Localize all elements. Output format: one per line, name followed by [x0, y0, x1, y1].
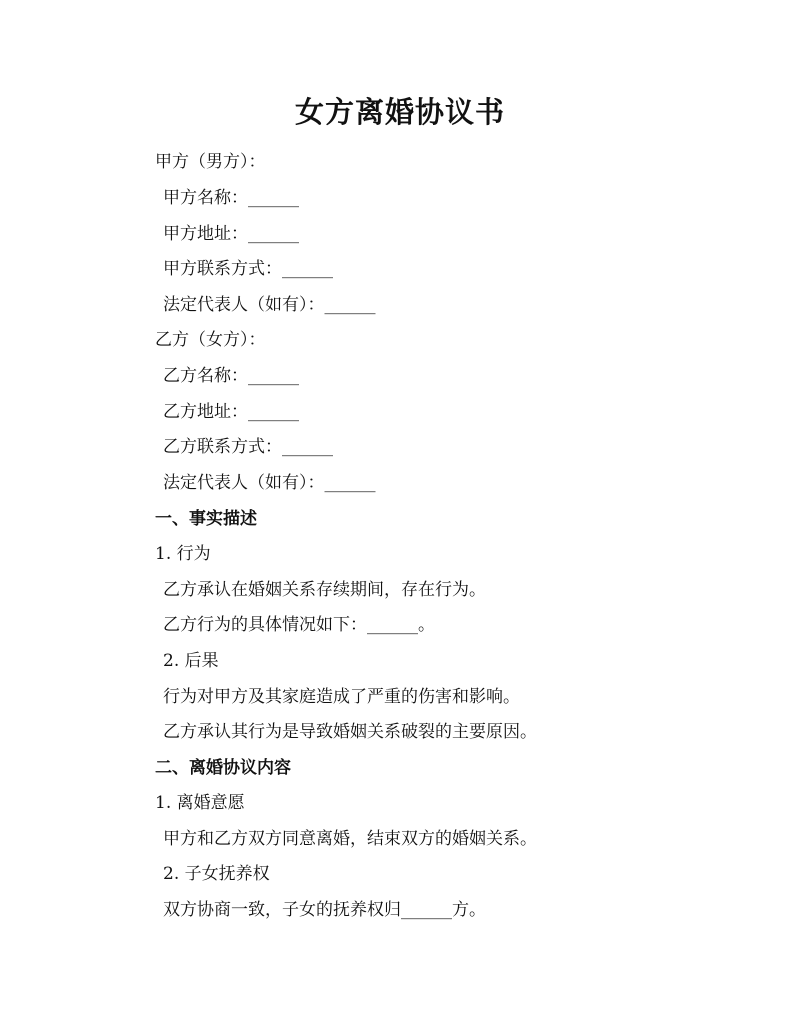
section1-item1-paragraph1: 乙方承认在婚姻关系存续期间，存在行为。 — [163, 580, 486, 600]
document-title: 女方离婚协议书 — [294, 95, 505, 129]
section2-item1-title: 1. 离婚意愿 — [155, 793, 245, 813]
section1-item2-title: 2. 后果 — [163, 651, 219, 671]
party-b-contact: 乙方联系方式：______ — [163, 437, 333, 457]
section2-heading: 二、离婚协议内容 — [155, 758, 291, 778]
party-a-header: 甲方（男方）： — [155, 152, 266, 172]
section1-item2-paragraph1: 行为对甲方及其家庭造成了严重的伤害和影响。 — [163, 687, 520, 707]
party-a-name: 甲方名称：______ — [163, 188, 299, 208]
section2-item2-title: 2. 子女抚养权 — [163, 864, 270, 884]
section1-heading: 一、事实描述 — [155, 509, 257, 529]
party-a-address: 甲方地址：______ — [163, 224, 299, 244]
section1-item1-title: 1. 行为 — [155, 544, 211, 564]
party-a-contact: 甲方联系方式：______ — [163, 259, 333, 279]
party-b-address: 乙方地址：______ — [163, 402, 299, 422]
section1-item2-paragraph2: 乙方承认其行为是导致婚姻关系破裂的主要原因。 — [163, 722, 537, 742]
party-b-name: 乙方名称：______ — [163, 366, 299, 386]
party-b-representative: 法定代表人（如有）：______ — [163, 473, 376, 493]
party-b-header: 乙方（女方）： — [155, 330, 266, 350]
section2-item1-paragraph1: 甲方和乙方双方同意离婚，结束双方的婚姻关系。 — [163, 829, 537, 849]
section1-item1-paragraph2: 乙方行为的具体情况如下：______。 — [163, 615, 435, 635]
party-a-representative: 法定代表人（如有）：______ — [163, 295, 376, 315]
section2-item2-paragraph1: 双方协商一致，子女的抚养权归______方。 — [163, 900, 486, 920]
